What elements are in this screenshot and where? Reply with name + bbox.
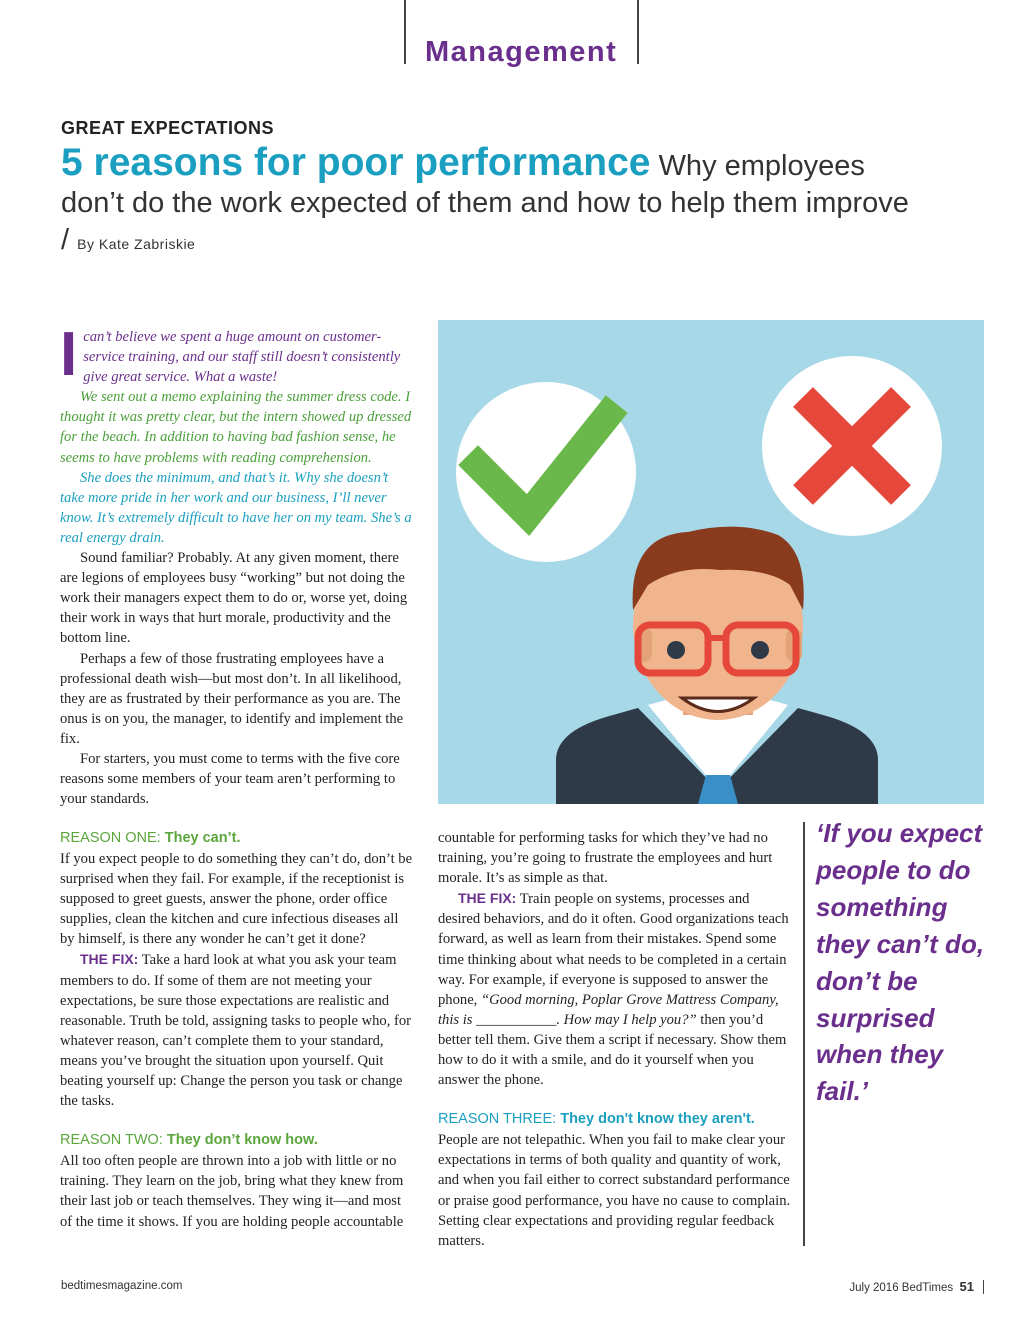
intro-column <box>60 320 416 809</box>
intro-paragraph-3: For starters, you must come to terms with the five core reasons some members of your team aren’t performing to your standards. <box>60 750 400 808</box>
reason-one-label: REASON ONE: <box>60 830 161 846</box>
footer-issue-text: July 2016 BedTimes <box>849 1282 954 1294</box>
eye-right <box>751 641 769 659</box>
reason-two-body: All too often people are thrown into a job with little or no training. They learn on the job, bring what they knew from their last job or teach themselves. They wing it—and most of the time it shows. If you are holding people accountable <box>60 1153 404 1230</box>
reason-two-label: REASON TWO: <box>60 1132 163 1149</box>
kicker: GREAT EXPECTATIONS <box>61 118 275 138</box>
intro-quote-2: We sent out a memo explaining the summer dress code. I thought it was pretty clear, but the intern showed up dressed for the beach. In addition to having bad fashion sense, he seems to have problems with reading comprehension. <box>60 389 412 466</box>
pullquote-rule <box>803 822 805 1246</box>
footer-issue <box>849 1279 974 1294</box>
reason-three-body: People are not telepathic. When you fail to make clear your expectations in terms of both quality and quantity of work, and when you fail either to correct substandard performance or praise good performance, you have no cause to complain. Setting clear expectations and providing regular feedback matters. <box>438 1132 791 1249</box>
intro-quote-3: She does the minimum, and that’s it. Why she doesn’t take more pride in her work and our business, I’ll never know. It’s extremely difficult to have her on my team. She’s a real energy drain. <box>60 469 412 546</box>
headline <box>61 141 921 263</box>
headline-title: 5 reasons for poor performance <box>61 141 651 184</box>
reason-two-fix-text-a: Train people on systems, processes and desired behaviors, and do it often. Good organizations teach forward, as well as learn from their mistakes. Spend some time thinking about what needs to be completed in a certain way. For example, if everyone is supposed to answer the phone, <box>438 891 789 1008</box>
reason-three-label: REASON THREE: <box>438 1111 557 1128</box>
byline: By Kate Zabriskie <box>77 236 196 252</box>
intro-quote-1: can’t believe we spent a huge amount on customer-service training, and our staff still doesn’t consistently give great service. What a waste! <box>83 329 401 386</box>
intro-paragraph-2: Perhaps a few of those frustrating employees have a professional death wish—but most don’t. In all likelihood, they are as frustrated by their performance as you are. The onus is on you, the manager, to identify and implement the fix. <box>60 650 404 747</box>
drop-cap: I <box>60 320 78 389</box>
reason-one-section <box>60 828 416 1231</box>
reason-one-fix-label: THE FIX: <box>80 951 139 968</box>
reason-three-title: They don't know they aren't. <box>560 1111 755 1128</box>
intro-paragraph-1: Sound familiar? Probably. At any given moment, there are legions of employees busy “working” but not doing the work their managers expect them to do or, worse yet, doing their work in ways that hurt morale, productivity and the bottom line. <box>60 550 408 647</box>
reason-two-body-continued: countable for performing tasks for which they’ve had no training, you’re going to frustrate the employees and hurt morale. It’s as simple as that. <box>438 830 773 887</box>
reason-two-heading <box>60 1130 416 1150</box>
eye-left <box>667 641 685 659</box>
headline-deck: Why employees don’t do the work expected of them and how to help them improve / <box>61 150 909 256</box>
reason-one-heading <box>60 828 416 848</box>
pullquote: ‘If you expect people to do something they can’t do, don’t be surprised when they fail.’ <box>816 818 985 1107</box>
middle-column <box>438 828 794 1251</box>
illustration <box>438 320 984 804</box>
reason-two-fix <box>438 888 794 1090</box>
reason-one-fix-text: Take a hard look at what you ask your team members to do. If some of them are not meeting your expectations, be sure those expectations are realistic and reasonable. Truth be told, assigning tasks to people who, for whatever reason, can’t complete them to your standard, means you’ve brought the situation upon yourself. Quit beating yourself up: Change the person you task or change the tasks. <box>60 952 412 1110</box>
footer-url: bedtimesmagazine.com <box>61 1280 183 1292</box>
reason-two-fix-text-b: then you’d better tell them. Give them a script if necessary. Show them how to do it with a smile, and do it yourself when you answer the phone. <box>438 1011 787 1089</box>
reason-one-title: They can’t. <box>164 830 241 846</box>
footer-rule <box>983 1280 984 1294</box>
reason-one-body: If you expect people to do something they can’t do, don’t be surprised when they fail. For example, if the receptionist is supposed to greet guests, answer the phone, order office supplies, clean the kitchen and cure infectious diseases all by himself, is there any wonder he can’t get it done? <box>60 851 413 948</box>
page-number: 51 <box>959 1279 974 1294</box>
section-title: Management <box>425 36 618 68</box>
reason-two-title: They don’t know how. <box>166 1132 318 1149</box>
header-rule-left <box>404 0 406 64</box>
reason-three-heading <box>438 1109 794 1129</box>
header-rule-right <box>637 0 639 64</box>
reason-two-fix-quote: “Good morning, Poplar Grove Mattress Company, this is ___________. How may I help you?” <box>438 991 779 1028</box>
reason-two-fix-label: THE FIX: <box>458 890 517 907</box>
reason-one-fix <box>60 949 416 1111</box>
